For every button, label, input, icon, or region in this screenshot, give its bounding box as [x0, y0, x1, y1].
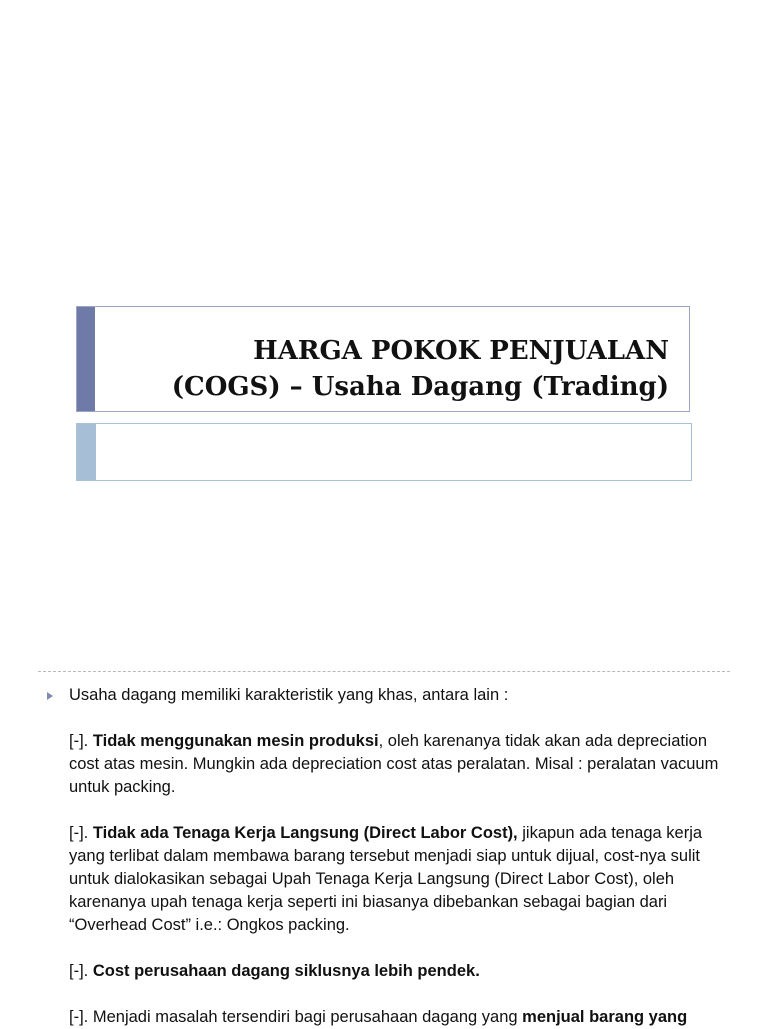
triangle-bullet-icon	[47, 692, 53, 700]
point-1	[69, 730, 729, 799]
point-2	[69, 822, 729, 937]
point-bold-text: Tidak menggunakan mesin produksi	[92, 732, 379, 750]
slide-title-line-1: HARGA POKOK PENJUALAN	[253, 336, 669, 366]
slide-title	[172, 333, 669, 405]
point-bold-text: menjual barang yang	[522, 1008, 688, 1026]
point-marker: [-].	[69, 1008, 89, 1026]
page-divider	[38, 671, 730, 672]
point-4	[69, 1006, 729, 1029]
subtitle-placeholder	[76, 423, 692, 481]
point-text: Menjadi masalah tersendiri bagi perusahaan dagang yang	[92, 1008, 518, 1026]
point-3	[69, 960, 729, 983]
point-bold-text: Cost perusahaan dagang siklusnya lebih pendek.	[92, 962, 480, 980]
slide-content	[69, 684, 729, 1029]
point-text: jikapun ada tenaga kerja yang terlibat dalam membawa barang tersebut menjadi siap untuk dijual, cost-nya sulit untuk dialokasikan sebagai Upah Tenaga Kerja Langsung (Direct Labor Cost), oleh karenanya upah tenaga kerja seperti ini biasanya dibebankan sebagai bagian dari “Overhead Cost” i.e.: Ongkos packing.	[69, 824, 703, 934]
slide-title-line-2: (COGS) – Usaha Dagang (Trading)	[171, 372, 669, 402]
title-accent-bar	[77, 307, 95, 411]
intro-text: Usaha dagang memiliki karakteristik yang khas, antara lain :	[69, 686, 509, 704]
point-marker: [-].	[69, 962, 89, 980]
point-marker: [-].	[69, 824, 89, 842]
point-text: , oleh karenanya tidak akan ada depreciation cost atas mesin. Mungkin ada depreciation cost atas peralatan. Misal : peralatan vacuum untuk packing.	[69, 732, 719, 796]
title-placeholder	[76, 306, 690, 412]
point-marker: [-].	[69, 732, 89, 750]
point-bold-text: Tidak ada Tenaga Kerja Langsung (Direct Labor Cost),	[92, 824, 518, 842]
subtitle-accent-bar	[77, 424, 96, 480]
bullet-item	[69, 684, 729, 707]
